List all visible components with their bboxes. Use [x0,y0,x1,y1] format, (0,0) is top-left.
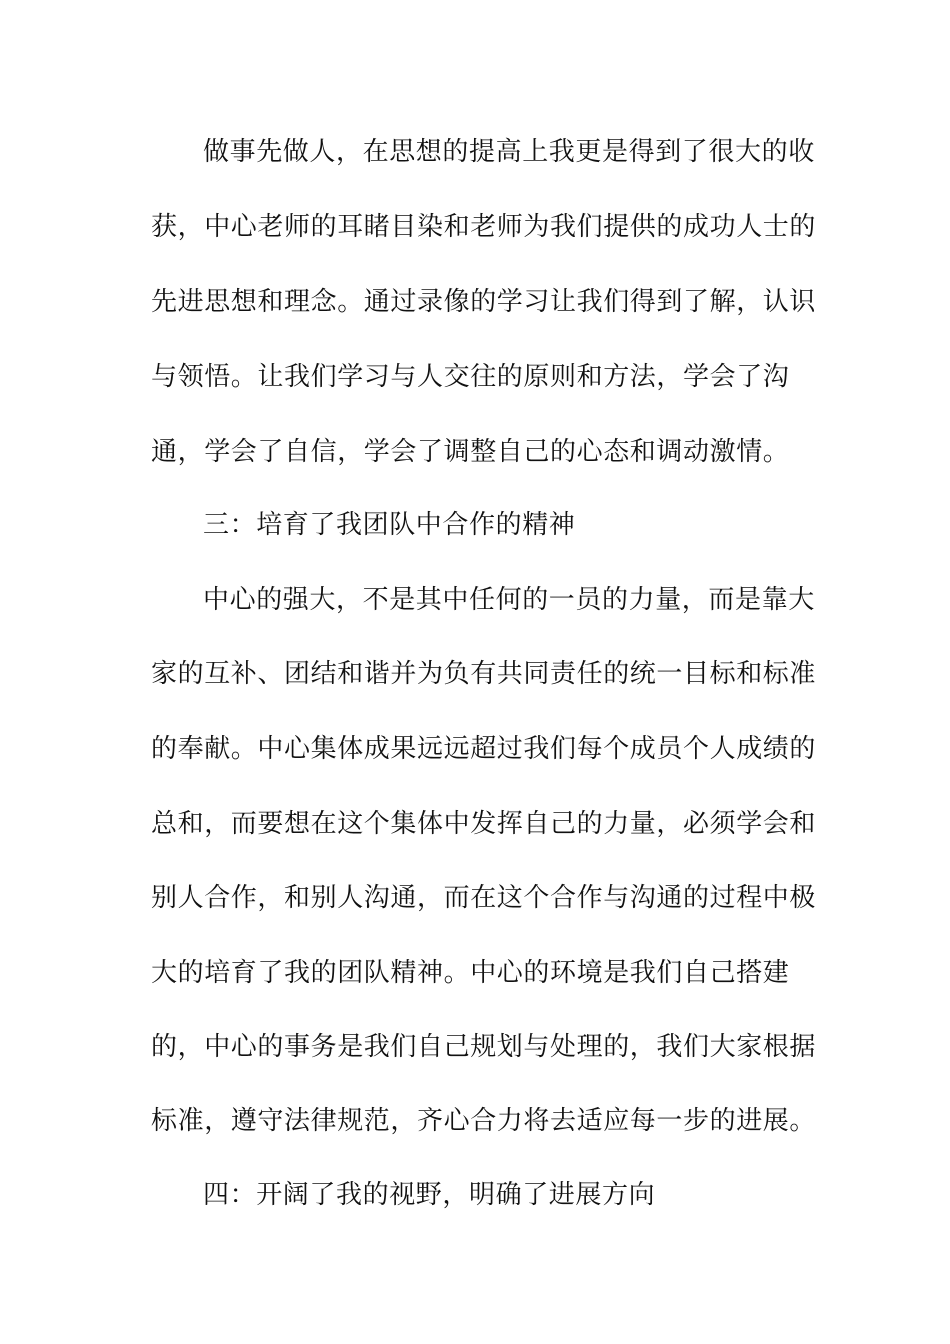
paragraph-line: 家的互补、团结和谐并为负有共同责任的统一目标和标准 [151,659,817,689]
paragraph-line: 做事先做人，在思想的提高上我更是得到了很大的收 [203,137,815,167]
paragraph-line: 总和，而要想在这个集体中发挥自己的力量，必须学会和 [151,809,817,839]
paragraph-line: 与领悟。让我们学习与人交往的原则和方法，学会了沟 [151,362,790,392]
paragraph-line: 别人合作，和别人沟通，而在这个合作与沟通的过程中极 [151,883,817,913]
paragraph-line: 获，中心老师的耳睹目染和老师为我们提供的成功人士的 [151,212,817,242]
paragraph-line: 中心的强大，不是其中任何的一员的力量，而是靠大 [203,585,815,615]
section-heading: 四：开阔了我的视野，明确了进展方向 [203,1180,656,1210]
paragraph-line: 先进思想和理念。通过录像的学习让我们得到了解，认识 [151,287,817,317]
paragraph-line: 标准，遵守法律规范，齐心合力将去适应每一步的进展。 [151,1106,817,1136]
paragraph-line: 通，学会了自信，学会了调整自己的心态和调动激情。 [151,437,790,467]
paragraph-line: 大的培育了我的团队精神。中心的环境是我们自己搭建 [151,958,790,988]
paragraph-line: 的，中心的事务是我们自己规划与处理的，我们大家根据 [151,1032,817,1062]
paragraph-line: 的奉献。中心集体成果远远超过我们每个成员个人成绩的 [151,734,817,764]
section-heading: 三：培育了我团队中合作的精神 [203,510,576,540]
